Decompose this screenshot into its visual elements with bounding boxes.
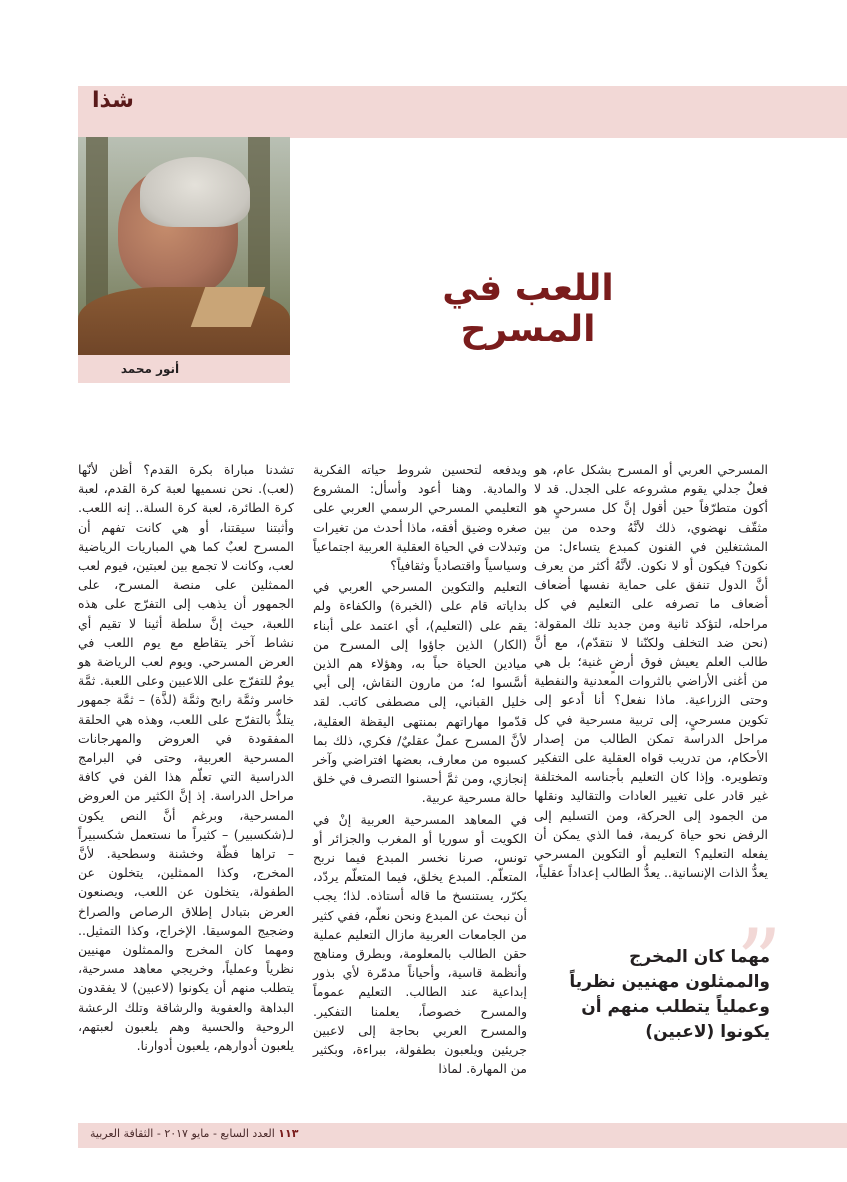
article-headline: اللعب في المسرح [442,268,614,350]
paragraph: ويدفعه لتحسين شروط حياته الفكرية والمادية. وهنا أعود وأسأل: المشروع التعليمي المسرحي الرسمي العربي على صغره وضيق أفقه، ماذا أحدث من تغيرات وتبدلات في الحياة العقلية العربية اجتماعياً وسياسياً واقتصادياً وثقافياً؟ [313,462,527,574]
paragraph: المسرحي العربي أو المسرح بشكل عام، هو فعلٌ جدلي يقوم مشروعه على الجدل. قد لا أكون متطرّفاً حين أقول إنَّ كل مسرحيٍ هو مثقّف نهضوي، ذلك لأنَّهُ وحده من بين المشتغلين في الفنون كمبدع يتساءل: من نكون؟ فيكون أو لا نكون. لأنَّهُ أكثر من يعرف أنَّ الدول تنفق على حماية نفسها أضعاف أضعاف ما تصرفه على التعليم في كل مراحله، لتؤكد ثانية ومن جديد تلك المقولة: (نحن ضد التخلف ولكنّنا لا نتقدّم)، مع أنَّ طالب العلم يعيش فوق أرضٍ غنية؛ بل هي من أغنى الأراضي بالثروات المعدنية والنفطية وحتى الزراعية. ماذا نفعل؟ أنا أدعو إلى تكوين مسرحيٍ، إلى تربية مسرحية في كل مراحل الدراسة تمكن الطالب من إصدار الأحكام، من تدريب قواه العقلية على التفكير وتطويره. وإذا كان التعليم بأجناسه المختلفة غير قادر على تغيير العادات والتقاليد ونقلها من الجمود إلى الحركة، ومن التسليم إلى الرفض نحو حياة كريمة، فما الذي يمكن أن يفعله التعليم؟ التعليم أو التكوين المسرحي يعدُّ الذات الإنسانية.. يعدُّ الطالب إعداداً عقلياً، [534,462,768,881]
paragraph: في المعاهد المسرحية العربية إنْ في الكويت أو سوريا أو المغرب والجزائر أو تونس، صرنا نخسر المبدع فيما نربح المتعلّم. المبدع يخلق، فيما المتعلّم يردّد، يكرّر، يستنسخ ما قاله أستاذه. لذا؛ يجب أن نبحث عن المبدع ونحن نعلّم، ففي كثير من الجامعات العربية مازال التعليم عملية حقن الطالب بالمعلومة، وبطرق ومناهج وأنظمة قاسية، وأحياناً مدمّرة لأي بذور إبداعية عند الطالب. التعليم عموماً والمسرح خصوصاً، يعلمنا التفكير. والمسرح العربي بحاجة إلى لاعبين جريئين ويلعبون بطفولة، ببراءة، وبكثير من المهارة. لماذا [313,811,527,1077]
column-middle [313,460,527,1081]
pull-quote: مهما كان المخرج والممثلون مهنيين نظرياً وعملياً يتطلب منهم أن يكونوا (لاعبين) [569,947,770,1042]
page-number: ١١٣ [278,1127,299,1140]
author-name: أنور محمد [120,362,180,376]
photo-caption-band [78,355,290,383]
paragraph: التعليم والتكوين المسرحي العربي في بداياته قام على (الخبرة) والكفاءة ولم يقم على (التعليم)، أي اعتمد على أبناء (الكار) الذين جاؤوا إلى المسرح من ميادين الحياة حباً به، وهؤلاء هم الذين أسَّسوا له؛ من مارون النقاش، إلى أبي خليل القباني، إلى مصطفى كاتب. لقد قدّموا مهاراتهم بمنتهى اليقظة العقلية، لأنَّ المسرح عملٌ عقليٌ/ فكري، ذلك بما كسبوه من معارف، بعضها افتراضي وآخر إنجازي، ومن ثمَّ أحسنوا التصرف في خلق حالة مسرحية عربية. [313,579,527,806]
issue-info: العدد السابع - مايو ٢٠١٧ - الثقافة العربية [90,1127,275,1140]
section-label: شذا [92,88,134,113]
quote-mark-icon: ” [736,910,783,1015]
column-left [78,460,294,1057]
column-right [534,460,768,884]
hair-shape [140,157,250,227]
author-photo [78,137,290,355]
header-band [78,86,847,138]
paragraph: تشدنا مباراة بكرة القدم؟ أظن لأنّها (لعب). نحن نسميها لعبة كرة القدم، لعبة كرة الطائرة، لعبة كرة السلة.. إنه اللعب. وأثبتنا سيقتنا، أو هي كانت تفهم أن المسرح لعبٌ كما هي المباريات الرياضية لعب، وكانت لا تجمع بين لعبتين، فيوم لعب الممثلين على منصة المسرح، على الجمهور أن يذهب إلى التفرّج على هذه اللعبة، حيث إنَّ سلطة أثينا لا تقيم أي نشاط آخر يتقاطع مع يوم اللعب في العرض المسرحي. ويوم لعب الرياضة هو يومٌ للتفرّج على اللاعبين وعلى اللعبة. ثمَّة خاسر وثمَّة رابح وثمَّة (لذَّة) – ثمَّة جمهور يتلذُّ بالتفرّج على اللعب، وهذه هي الحلقة المفقودة في العروض والمهرجانات المسرحية العربية، وحتى في البرامج الدراسية التي تعلّم هذا الفن في كافة مراحل الدراسة. إذ إنَّ الكثير من العروض المسرحية، وبرغم أنَّ النص يكون لـ(شكسبير) – كثيراً ما نستعمل شكسبيراً – تراها فظّة وخشنة وسطحية. لأنَّ المخرج، وكذا الممثلين، يتخلون عن الطفولة، يتخلون عن اللعب، ويصنعون العرض بتبادل إطلاق الرصاص والصراخ وضجيج الموسيقا. الإخراج، وكذا التمثيل.. ومهما كان المخرج والممثلون مهنيين نظرياً وعملياً، وخريجي معاهد مسرحية، يتطلب منهم أن يكونوا (لاعبين) لا يفقدون البداهة والعفوية والرشاقة وتلك الرعشة الروحية والحسية وهم يلعبون لعبتهم، يلعبون أدوارهم، يلعبون أدوارنا. [78,462,294,1054]
footer [90,1127,304,1140]
